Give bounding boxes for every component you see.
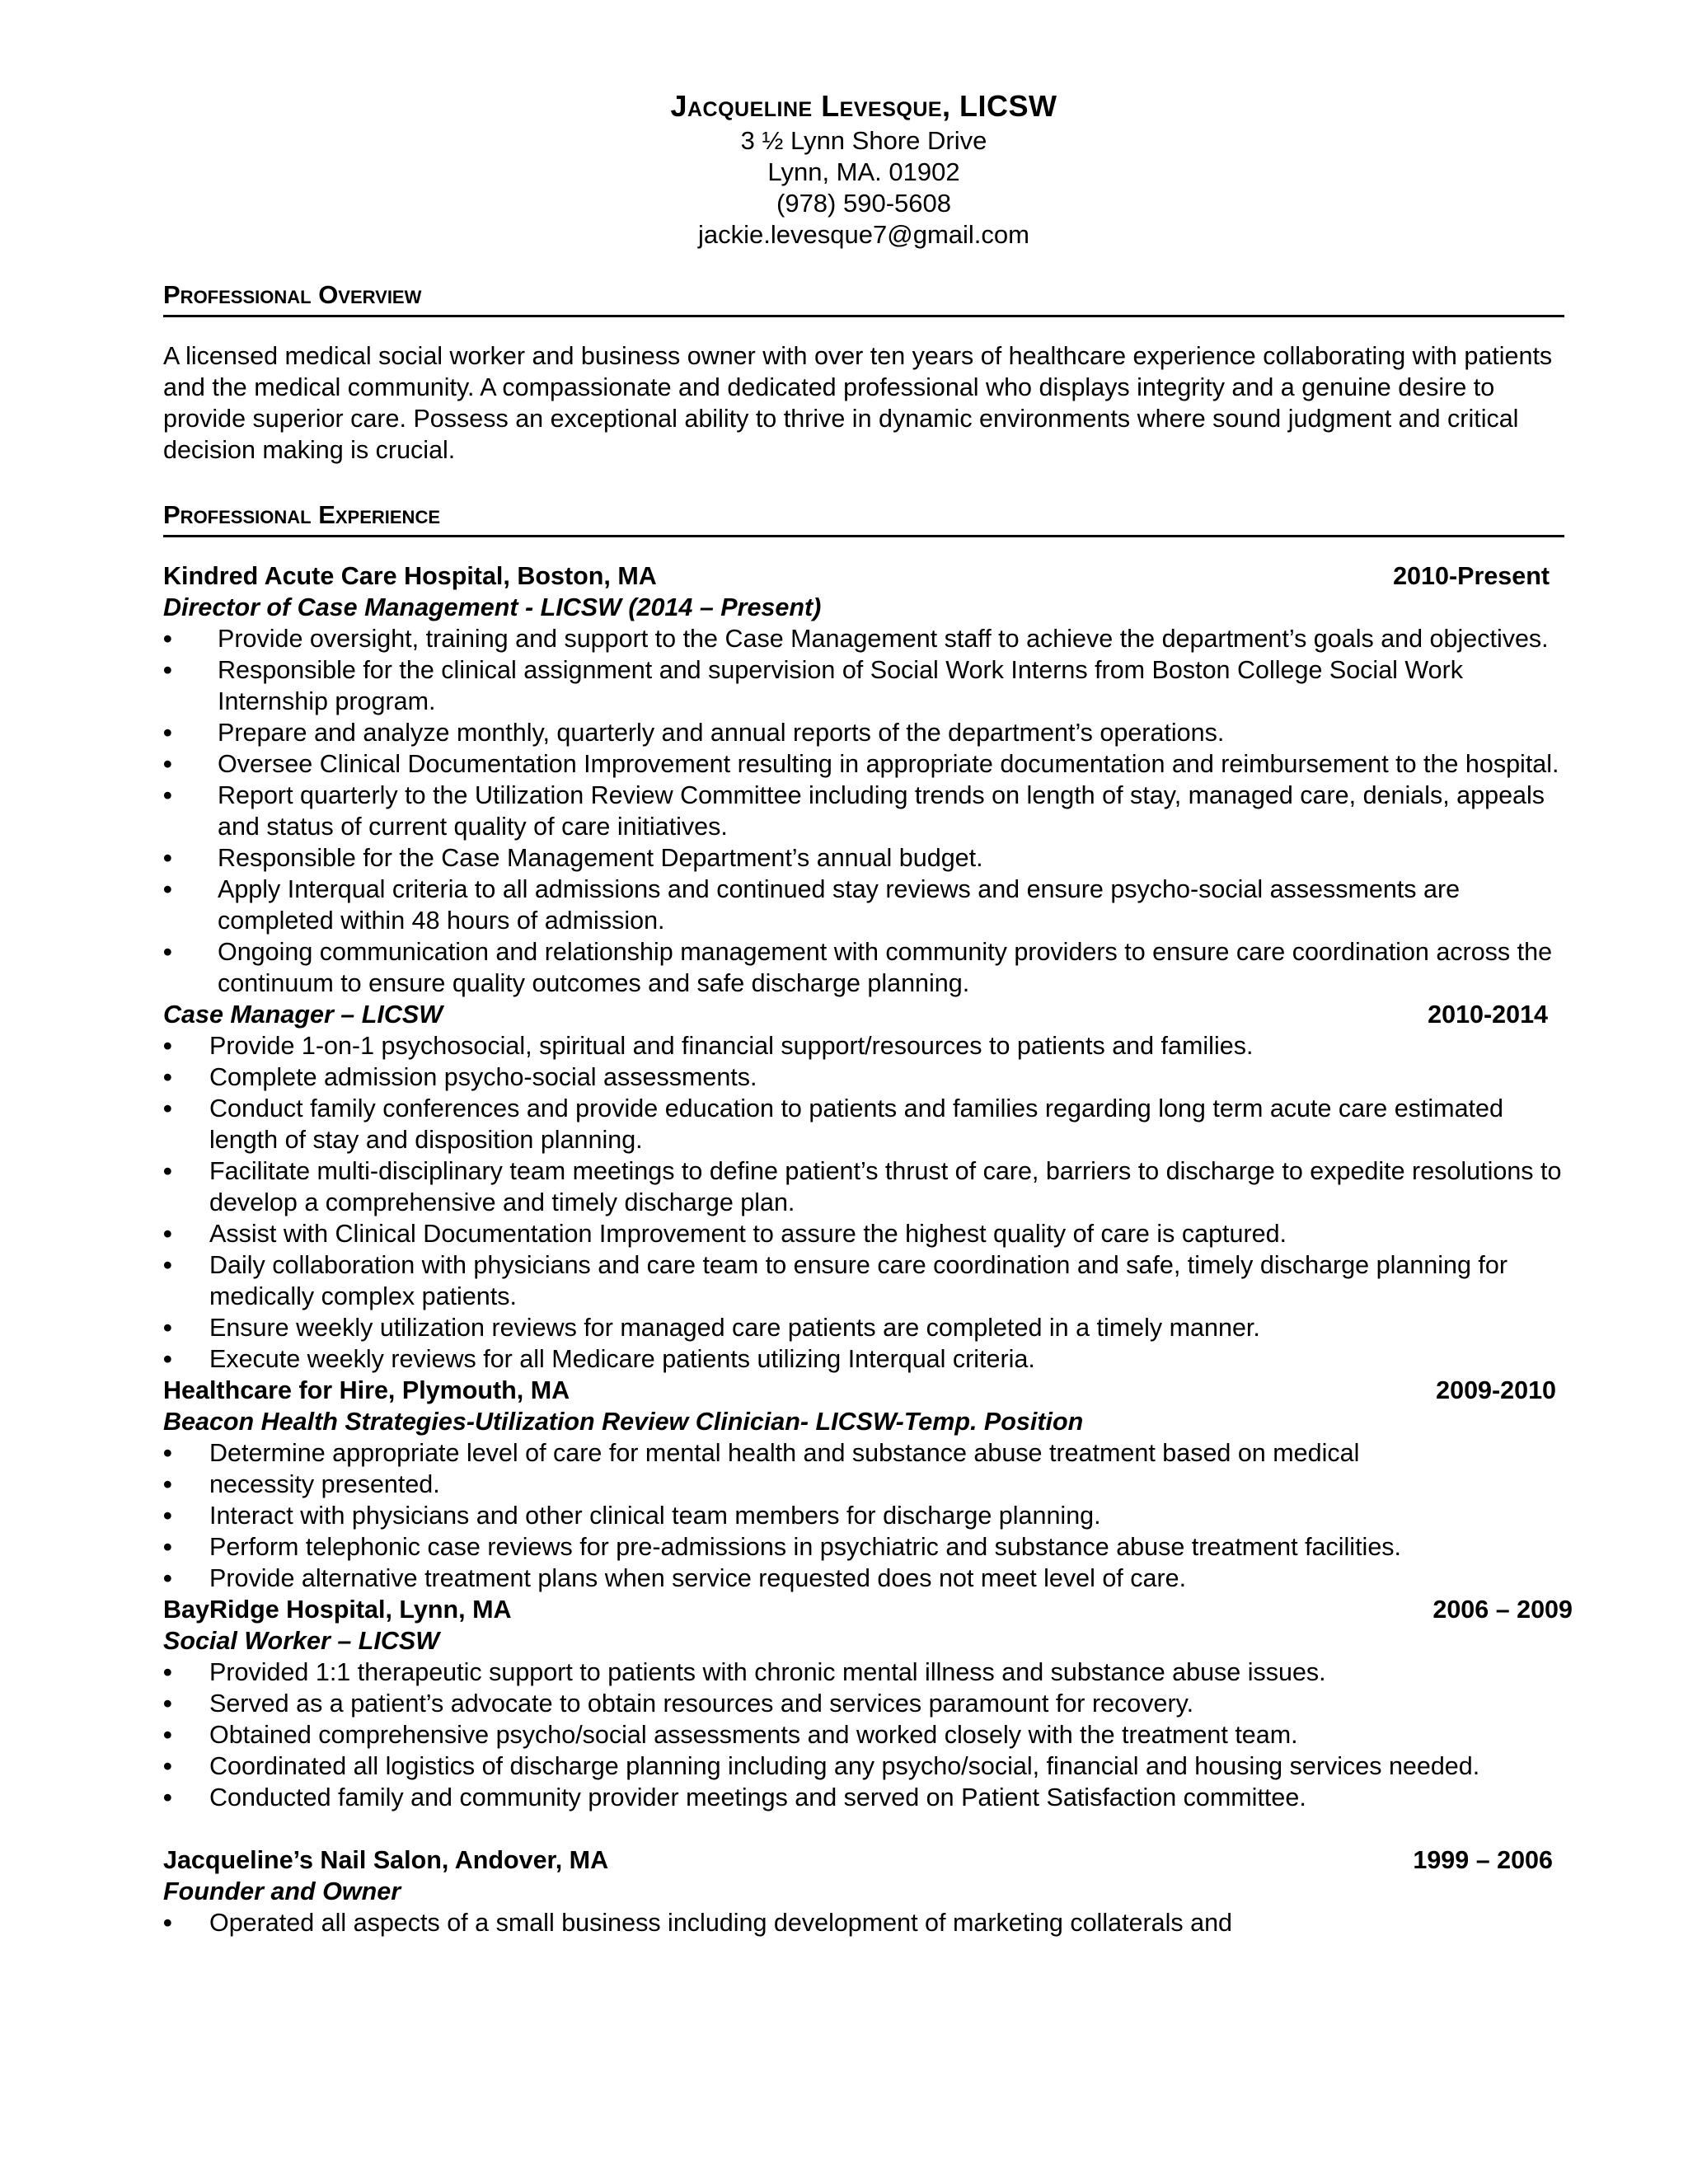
list-item: • Responsible for the Case Management Department’s annual budget. (163, 844, 983, 872)
list-item: • Daily collaboration with physicians and care team to ensure care coordination and safe, timely discharge planning for medically complex patients. (163, 1251, 1508, 1310)
employment-dates: 2010-Present (1393, 562, 1550, 590)
list-item: • necessity presented. (163, 1470, 440, 1498)
job-healthcare-for-hire (163, 1375, 1564, 1406)
role-case-manager (163, 999, 1564, 1030)
bullet-icon: • (163, 844, 172, 872)
list-item: • Apply Interqual criteria to all admissions and continued stay reviews and ensure psycho-social assessments are completed within 48 hours of admission. (163, 875, 1461, 935)
job-kindred (163, 560, 1564, 592)
bullet-icon: • (163, 1690, 172, 1718)
employment-dates: 1999 – 2006 (1413, 1846, 1553, 1874)
address-line-1: 3 ½ Lynn Shore Drive (740, 126, 987, 155)
list-item: • Provide 1-on-1 psychosocial, spiritual and financial support/resources to patients and families. (163, 1032, 1254, 1060)
list-item: • Facilitate multi-disciplinary team meetings to define patient’s thrust of care, barriers to discharge to expedite resolutions to develop a comprehensive and timely discharge plan. (163, 1157, 1562, 1216)
bullet-icon: • (163, 1658, 172, 1686)
list-item: • Execute weekly reviews for all Medicare patients utilizing Interqual criteria. (163, 1345, 1035, 1373)
list-item: • Prepare and analyze monthly, quarterly and annual reports of the department’s operations. (163, 719, 1225, 747)
list-item: • Ongoing communication and relationship management with community providers to ensure care coordination across the continuum to ensure quality outcomes and safe discharge planning. (163, 938, 1553, 997)
bullet-icon: • (163, 1094, 172, 1122)
bullet-icon: • (163, 1220, 172, 1248)
bullet-icon: • (163, 875, 172, 903)
email-address: jackie.levesque7@gmail.com (698, 220, 1029, 249)
list-item: • Assist with Clinical Documentation Improvement to assure the highest quality of care is captured. (163, 1220, 1287, 1248)
bullet-icon: • (163, 1314, 172, 1342)
list-item: • Conduct family conferences and provide education to patients and families regarding long term acute care estimated length of stay and disposition planning. (163, 1094, 1503, 1154)
bullet-icon: • (163, 1439, 172, 1467)
bullet-icon: • (163, 1251, 172, 1279)
employment-dates: 2006 – 2009 (1432, 1596, 1573, 1624)
list-item: • Complete admission psycho-social assessments. (163, 1063, 757, 1091)
bullet-icon: • (163, 1063, 172, 1091)
section-title-overview: Professional Overview (163, 280, 1564, 317)
resume-header (163, 91, 1564, 251)
candidate-name: Jacqueline Levesque, LICSW (670, 89, 1057, 123)
spacer (163, 1813, 1564, 1844)
bullet-list-case-manager (163, 1030, 1564, 1375)
bullet-icon: • (163, 1502, 172, 1530)
job-nail-salon (163, 1844, 1564, 1876)
role-title: Director of Case Management - LICSW (2014 – Present) (163, 593, 822, 621)
role-title: Social Worker – LICSW (163, 1627, 440, 1655)
address-line-2: Lynn, MA. 01902 (767, 157, 960, 186)
list-item: • Ensure weekly utilization reviews for managed care patients are completed in a timely manner. (163, 1314, 1260, 1342)
list-item: • Served as a patient’s advocate to obtain resources and services paramount for recovery. (163, 1690, 1194, 1718)
bullet-icon: • (163, 1564, 172, 1592)
bullet-icon: • (163, 1470, 172, 1498)
employer-name: Jacqueline’s Nail Salon, Andover, MA (163, 1846, 609, 1874)
employment-dates: 2009-2010 (1436, 1376, 1556, 1404)
bullet-icon: • (163, 1345, 172, 1373)
list-item: • Responsible for the clinical assignment and supervision of Social Work Interns from Boston College Social Work Internship program. (163, 656, 1464, 715)
role-title: Case Manager – LICSW (163, 1001, 443, 1029)
employer-name: BayRidge Hospital, Lynn, MA (163, 1596, 512, 1624)
employment-dates: 2010-2014 (1428, 1001, 1548, 1029)
list-item: • Determine appropriate level of care for mental health and substance abuse treatment based on medical (163, 1439, 1360, 1467)
list-item: • Operated all aspects of a small business including development of marketing collaterals and (163, 1909, 1233, 1937)
list-item: • Provide oversight, training and support to the Case Management staff to achieve the department’s goals and objectives. (163, 625, 1549, 653)
bullet-list-hire (163, 1437, 1564, 1594)
bullet-icon: • (163, 1721, 172, 1749)
bullet-icon: • (163, 1752, 172, 1780)
bullet-icon: • (163, 1783, 172, 1811)
bullet-list-director (163, 623, 1564, 999)
job-bayridge (163, 1594, 1573, 1625)
section-title-experience: Professional Experience (163, 500, 1564, 537)
list-item: • Interact with physicians and other clinical team members for discharge planning. (163, 1502, 1101, 1530)
role-title: Beacon Health Strategies-Utilization Review Clinician- LICSW-Temp. Position (163, 1408, 1084, 1436)
bullet-list-bayridge (163, 1657, 1564, 1813)
list-item: • Perform telephonic case reviews for pre-admissions in psychiatric and substance abuse treatment facilities. (163, 1533, 1402, 1561)
overview-paragraph: A licensed medical social worker and business owner with over ten years of healthcare experience collaborating with patients and the medical community. A compassionate and dedicated professional who displays integrity and a genuine desire to provide superior care. Possess an exceptional ability to thrive in dynamic environments where sound judgment and critical decision making is crucial. (163, 342, 1553, 464)
employer-name: Kindred Acute Care Hospital, Boston, MA (163, 562, 657, 590)
bullet-icon: • (163, 656, 172, 684)
role-title: Founder and Owner (163, 1877, 401, 1905)
bullet-icon: • (163, 1533, 172, 1561)
bullet-icon: • (163, 938, 172, 966)
bullet-icon: • (163, 1032, 172, 1060)
bullet-list-nail-salon (163, 1907, 1564, 1938)
bullet-icon: • (163, 781, 172, 809)
list-item: • Provided 1:1 therapeutic support to patients with chronic mental illness and substance abuse issues. (163, 1658, 1326, 1686)
employer-name: Healthcare for Hire, Plymouth, MA (163, 1376, 570, 1404)
list-item: • Report quarterly to the Utilization Review Committee including trends on length of stay, managed care, denials, appeals and status of current quality of care initiatives. (163, 781, 1545, 841)
resume-page (163, 89, 1573, 1938)
list-item: • Obtained comprehensive psycho/social assessments and worked closely with the treatment team. (163, 1721, 1298, 1749)
bullet-icon: • (163, 719, 172, 747)
bullet-icon: • (163, 750, 172, 778)
phone-number: (978) 590-5608 (776, 189, 951, 218)
bullet-icon: • (163, 625, 172, 653)
bullet-icon: • (163, 1157, 172, 1185)
list-item: • Provide alternative treatment plans when service requested does not meet level of care. (163, 1564, 1187, 1592)
list-item: • Coordinated all logistics of discharge planning including any psycho/social, financial and housing services needed. (163, 1752, 1480, 1780)
bullet-icon: • (163, 1909, 172, 1937)
list-item: • Conducted family and community provider meetings and served on Patient Satisfaction committee. (163, 1783, 1306, 1811)
list-item: • Oversee Clinical Documentation Improvement resulting in appropriate documentation and reimbursement to the hospital. (163, 750, 1559, 778)
